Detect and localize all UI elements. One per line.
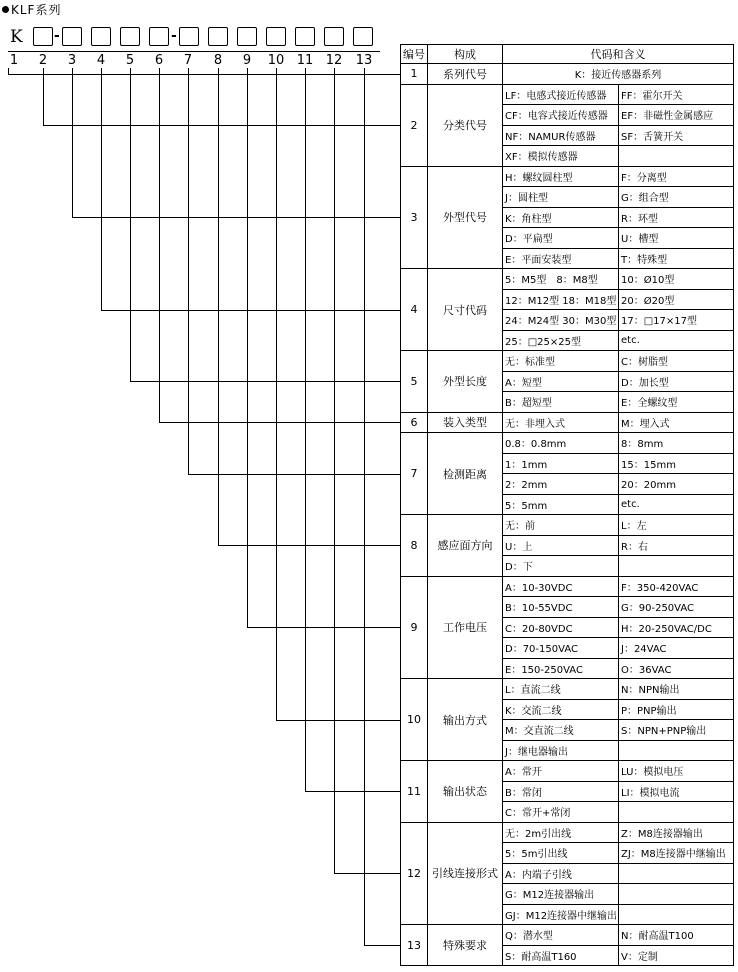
leader-horizontal (247, 627, 400, 628)
code-cell: 20：20mm (619, 474, 734, 495)
code-cell: J：继电器输出 (503, 740, 619, 761)
leader-horizontal (218, 545, 400, 546)
code-slot (120, 27, 140, 46)
table-row (401, 679, 734, 700)
group-number: 5 (401, 351, 428, 413)
code-cell: D：加长型 (619, 371, 734, 392)
code-underline (8, 51, 380, 52)
code-cell: T：特殊型 (619, 248, 734, 269)
group-number: 7 (401, 433, 428, 515)
leader-horizontal (72, 217, 400, 218)
leader-horizontal (101, 310, 400, 311)
position-number: 4 (96, 53, 106, 68)
group-name: 输出状态 (428, 761, 503, 823)
code-cell: R：环型 (619, 207, 734, 228)
position-number: 13 (355, 53, 373, 68)
table-row (401, 351, 734, 372)
code-cell: 无：标准型 (503, 351, 619, 372)
code-cell: V：定制 (619, 945, 734, 966)
group-name: 工作电压 (428, 576, 503, 679)
group-number: 9 (401, 576, 428, 679)
leader-vertical (276, 68, 277, 720)
code-slot (324, 27, 344, 46)
code-cell: M：交直流二线 (503, 720, 619, 741)
code-cell: 无：2m引出线 (503, 822, 619, 843)
position-number: 9 (242, 53, 252, 68)
code-cell: F：分离型 (619, 166, 734, 187)
code-cell: F：350-420VAC (619, 576, 734, 597)
group-number: 11 (401, 761, 428, 823)
header-code-meaning: 代码和含义 (503, 45, 734, 64)
code-cell: LF：电感式接近传感器 (503, 84, 619, 105)
code-cell: 24：M24型 30：M30型 (503, 310, 619, 331)
code-cell: LI：模拟电流 (619, 781, 734, 802)
group-number: 1 (401, 64, 428, 85)
code-cell: NF：NAMUR传感器 (503, 125, 619, 146)
position-number: 10 (267, 53, 285, 68)
leader-horizontal (43, 125, 400, 126)
code-cell: B：10-55VDC (503, 597, 619, 618)
code-cell: D：下 (503, 556, 619, 577)
series-title (2, 1, 61, 18)
code-cell: etc. (619, 330, 734, 351)
code-cell: M：埋入式 (619, 412, 734, 433)
code-cell (619, 884, 734, 905)
code-cell: K：接近传感器系列 (503, 64, 734, 85)
code-cell: E：150-250VAC (503, 658, 619, 679)
code-cell: A：10-30VDC (503, 576, 619, 597)
code-cell: 无：非埋入式 (503, 412, 619, 433)
code-cell: 2：2mm (503, 474, 619, 495)
code-cell: 1：1mm (503, 453, 619, 474)
code-slot (353, 27, 373, 46)
position-number: 3 (67, 53, 77, 68)
code-cell: K：交流二线 (503, 699, 619, 720)
code-slot (295, 27, 315, 46)
group-number: 13 (401, 925, 428, 966)
table-row (401, 761, 734, 782)
group-name: 输出方式 (428, 679, 503, 761)
group-name: 系列代号 (428, 64, 503, 85)
code-cell: D：平扁型 (503, 228, 619, 249)
code-cell: 12：M12型 18：M18型 (503, 289, 619, 310)
group-number: 6 (401, 412, 428, 433)
table-row (401, 166, 734, 187)
code-cell: B：常闭 (503, 781, 619, 802)
group-number: 2 (401, 84, 428, 166)
group-name: 引线连接形式 (428, 822, 503, 925)
code-cell: A：短型 (503, 371, 619, 392)
code-cell: FF：霍尔开关 (619, 84, 734, 105)
code-cell: J：24VAC (619, 638, 734, 659)
leader-vertical (218, 68, 219, 545)
group-number: 8 (401, 515, 428, 577)
code-slot (237, 27, 257, 46)
code-cell: 10：Ø10型 (619, 269, 734, 290)
leader-vertical (305, 68, 306, 791)
code-cell: D：70-150VAC (503, 638, 619, 659)
position-number: 7 (183, 53, 193, 68)
code-cell: A：内端子引线 (503, 863, 619, 884)
code-cell: A：常开 (503, 761, 619, 782)
code-cell: SF：舌簧开关 (619, 125, 734, 146)
code-cell: L：直流二线 (503, 679, 619, 700)
table-row (401, 412, 734, 433)
code-slot (33, 27, 53, 46)
code-cell: Q：潜水型 (503, 925, 619, 946)
code-cell: E：平面安装型 (503, 248, 619, 269)
group-number: 3 (401, 166, 428, 269)
code-cell: N：耐高温T100 (619, 925, 734, 946)
code-slot (149, 27, 169, 46)
code-cell: B：超短型 (503, 392, 619, 413)
group-name: 感应面方向 (428, 515, 503, 577)
code-cell: S：耐高温T160 (503, 945, 619, 966)
group-number: 10 (401, 679, 428, 761)
leader-horizontal (334, 873, 400, 874)
code-cell: U：槽型 (619, 228, 734, 249)
code-cell: O：36VAC (619, 658, 734, 679)
code-table (400, 44, 734, 966)
code-cell: S：NPN+PNP输出 (619, 720, 734, 741)
position-number: 12 (325, 53, 343, 68)
header-composition: 构成 (428, 45, 503, 64)
code-cell: R：右 (619, 535, 734, 556)
code-slot (62, 27, 82, 46)
table-row (401, 269, 734, 290)
code-cell: etc. (619, 494, 734, 515)
leader-vertical (101, 68, 102, 310)
table-header-row (401, 45, 734, 64)
bullet-icon (2, 6, 9, 13)
code-slot (91, 27, 111, 46)
table-row (401, 64, 734, 85)
code-cell: 0.8：0.8mm (503, 433, 619, 454)
leader-vertical (364, 68, 365, 945)
table-row (401, 576, 734, 597)
leader-horizontal (188, 474, 400, 475)
leader-horizontal (276, 720, 400, 721)
table-row (401, 433, 734, 454)
leader-vertical (43, 68, 44, 125)
group-number: 4 (401, 269, 428, 351)
code-cell: LU：模拟电压 (619, 761, 734, 782)
leader-vertical (72, 68, 73, 217)
position-number: 2 (38, 53, 48, 68)
code-dash: - (171, 28, 177, 44)
position-number: 6 (154, 53, 164, 68)
position-number: 1 (9, 53, 19, 68)
code-cell: 8：8mm (619, 433, 734, 454)
position-number: 11 (296, 53, 314, 68)
code-cell: N：NPN输出 (619, 679, 734, 700)
code-cell: 25：□25×25型 (503, 330, 619, 351)
leader-horizontal (8, 74, 400, 75)
code-cell (619, 556, 734, 577)
code-cell: 15：15mm (619, 453, 734, 474)
code-cell: H：螺纹圆柱型 (503, 166, 619, 187)
code-cell: 5：5m引出线 (503, 843, 619, 864)
code-cell: Z：M8连接器输出 (619, 822, 734, 843)
code-cell: 20：Ø20型 (619, 289, 734, 310)
code-cell: H：20-250VAC/DC (619, 617, 734, 638)
code-cell: EF：非磁性金属感应 (619, 105, 734, 126)
code-cell: CF：电容式接近传感器 (503, 105, 619, 126)
code-cell (619, 802, 734, 823)
code-cell: ZJ：M8连接器中继输出 (619, 843, 734, 864)
code-cell: U：上 (503, 535, 619, 556)
leader-vertical (247, 68, 248, 627)
leader-horizontal (364, 945, 400, 946)
code-cell (619, 904, 734, 925)
code-cell: 5：5mm (503, 494, 619, 515)
code-cell: J：圆柱型 (503, 187, 619, 208)
code-cell: GJ：M12连接器中继输出 (503, 904, 619, 925)
group-name: 尺寸代码 (428, 269, 503, 351)
code-dash: - (54, 28, 60, 44)
leader-horizontal (305, 791, 400, 792)
code-prefix: K (10, 27, 23, 47)
code-cell: XF：模拟传感器 (503, 146, 619, 167)
table-body (401, 64, 734, 966)
table-row (401, 515, 734, 536)
code-cell (619, 146, 734, 167)
code-slot (179, 27, 199, 46)
code-cell: G：组合型 (619, 187, 734, 208)
code-cell: E：全螺纹型 (619, 392, 734, 413)
series-title-text: KLF系列 (11, 3, 62, 17)
code-cell (619, 863, 734, 884)
group-name: 分类代号 (428, 84, 503, 166)
code-cell: C：常开+常闭 (503, 802, 619, 823)
code-cell: K：角柱型 (503, 207, 619, 228)
code-cell: G：90-250VAC (619, 597, 734, 618)
code-slot (208, 27, 228, 46)
group-name: 外型代号 (428, 166, 503, 269)
code-cell: P：PNP输出 (619, 699, 734, 720)
code-cell: C：20-80VDC (503, 617, 619, 638)
code-cell: L：左 (619, 515, 734, 536)
code-cell: G：M12连接器输出 (503, 884, 619, 905)
group-name: 检测距离 (428, 433, 503, 515)
table-row (401, 822, 734, 843)
code-cell: C：树脂型 (619, 351, 734, 372)
code-cell: 17：□17×17型 (619, 310, 734, 331)
group-name: 外型长度 (428, 351, 503, 413)
group-number: 12 (401, 822, 428, 925)
leader-vertical (130, 68, 131, 381)
leader-vertical (159, 68, 160, 422)
code-cell: 无：前 (503, 515, 619, 536)
code-slot (266, 27, 286, 46)
group-name: 装入类型 (428, 412, 503, 433)
position-number: 8 (213, 53, 223, 68)
code-cell (619, 740, 734, 761)
table-row (401, 84, 734, 105)
leader-vertical (334, 68, 335, 873)
group-name: 特殊要求 (428, 925, 503, 966)
leader-vertical (188, 68, 189, 474)
code-cell: 5：M5型 8：M8型 (503, 269, 619, 290)
header-number: 编号 (401, 45, 428, 64)
position-number: 5 (125, 53, 135, 68)
leader-horizontal (130, 381, 400, 382)
table-row (401, 925, 734, 946)
